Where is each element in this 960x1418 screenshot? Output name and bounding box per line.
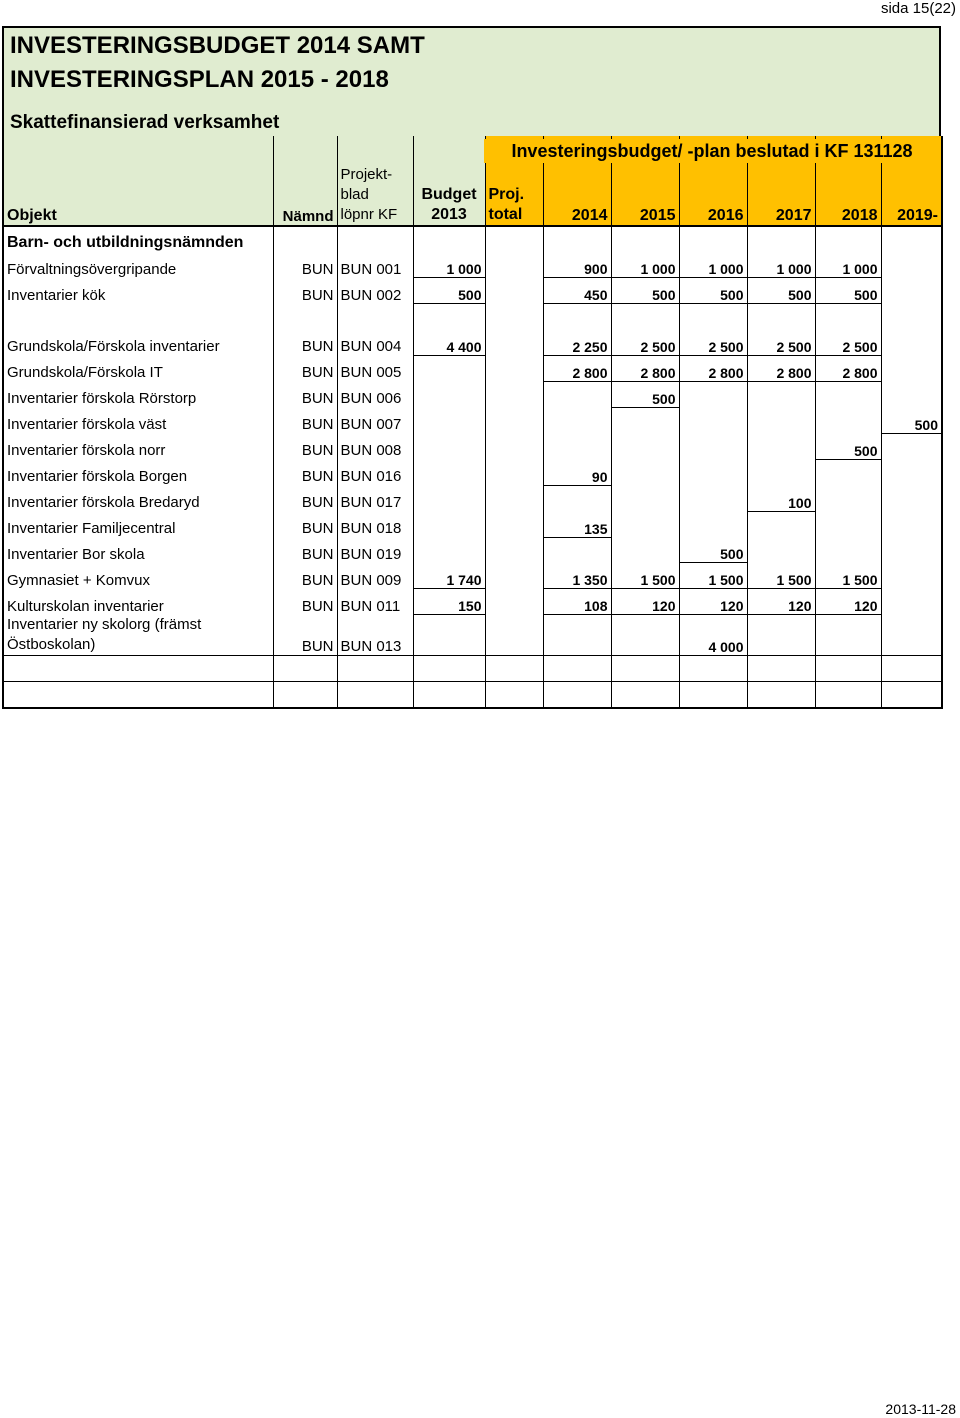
cell-2017 — [747, 459, 815, 485]
header-2017: 2017 — [747, 136, 815, 226]
cell-2014 — [543, 615, 611, 656]
cell-2018: 500 — [815, 278, 881, 304]
cell-2017 — [747, 304, 815, 330]
cell-2015 — [611, 459, 679, 485]
cell-proj-total — [485, 433, 543, 459]
cell-objekt — [3, 304, 273, 330]
cell-objekt: Kulturskolan inventarier — [3, 589, 273, 615]
cell-objekt: Inventarier förskola norr — [3, 433, 273, 459]
cell-2014: 2 800 — [543, 355, 611, 381]
cell-namnd: BUN — [273, 329, 337, 355]
empty-cell — [3, 655, 273, 681]
cell-2018: 2 500 — [815, 329, 881, 355]
cell-lopnr: BUN 001 — [337, 252, 413, 278]
header-budget-2: 2013 — [431, 206, 467, 223]
cell-2019 — [881, 304, 942, 330]
header-2015: 2015 — [611, 136, 679, 226]
empty-cell — [337, 681, 413, 708]
cell-2019: 500 — [881, 407, 942, 433]
header-objekt: Objekt — [3, 136, 273, 226]
cell-objekt — [3, 615, 273, 656]
decision-banner: Investeringsbudget/ -plan beslutad i KF 131128 — [484, 139, 940, 163]
cell-2015 — [611, 511, 679, 537]
cell-2018: 2 800 — [815, 355, 881, 381]
cell-2019 — [881, 433, 942, 459]
cell-budget: 150 — [413, 589, 485, 615]
empty-cell — [413, 226, 485, 252]
cell-2014: 450 — [543, 278, 611, 304]
cell-namnd: BUN — [273, 252, 337, 278]
title-box — [2, 26, 941, 136]
cell-lopnr: BUN 017 — [337, 485, 413, 511]
cell-namnd: BUN — [273, 381, 337, 407]
empty-cell — [485, 655, 543, 681]
cell-2015: 2 800 — [611, 355, 679, 381]
header-projektblad-3: löpnr KF — [340, 206, 398, 223]
cell-2015 — [611, 433, 679, 459]
cell-namnd: BUN — [273, 459, 337, 485]
cell-namnd: BUN — [273, 589, 337, 615]
cell-lopnr: BUN 008 — [337, 433, 413, 459]
table-row — [3, 485, 942, 511]
cell-2017 — [747, 615, 815, 656]
budget-sheet — [2, 26, 941, 696]
cell-budget — [413, 355, 485, 381]
cell-budget — [413, 381, 485, 407]
cell-2015 — [611, 537, 679, 563]
empty-cell — [815, 226, 881, 252]
cell-2016: 2 800 — [679, 355, 747, 381]
cell-2018 — [815, 459, 881, 485]
cell-lopnr — [337, 304, 413, 330]
cell-2016: 4 000 — [679, 615, 747, 656]
cell-2015: 1 000 — [611, 252, 679, 278]
header-2014: 2014 — [543, 136, 611, 226]
cell-namnd: BUN — [273, 511, 337, 537]
cell-2016: 1 500 — [679, 563, 747, 589]
cell-2016 — [679, 407, 747, 433]
cell-2016 — [679, 511, 747, 537]
header-proj-2: total — [488, 206, 523, 223]
cell-proj-total — [485, 278, 543, 304]
empty-cell — [815, 655, 881, 681]
title-line-1: INVESTERINGSBUDGET 2014 SAMT — [10, 32, 425, 59]
empty-cell — [881, 681, 942, 708]
empty-cell — [881, 655, 942, 681]
cell-2015: 1 500 — [611, 563, 679, 589]
empty-row — [3, 681, 942, 708]
cell-2018: 500 — [815, 433, 881, 459]
cell-lopnr: BUN 005 — [337, 355, 413, 381]
cell-2017 — [747, 407, 815, 433]
cell-2019 — [881, 381, 942, 407]
cell-2014: 90 — [543, 459, 611, 485]
table-row — [3, 563, 942, 589]
cell-objekt: Förvaltningsövergripande — [3, 252, 273, 278]
empty-cell — [747, 226, 815, 252]
cell-2017: 2 500 — [747, 329, 815, 355]
cell-2018 — [815, 537, 881, 563]
cell-2018: 1 500 — [815, 563, 881, 589]
cell-namnd: BUN — [273, 433, 337, 459]
cell-2016 — [679, 433, 747, 459]
cell-2018: 1 000 — [815, 252, 881, 278]
cell-proj-total — [485, 511, 543, 537]
cell-namnd: BUN — [273, 278, 337, 304]
empty-cell — [611, 655, 679, 681]
section-row — [3, 226, 942, 252]
cell-lopnr: BUN 013 — [337, 615, 413, 656]
table-row — [3, 537, 942, 563]
section-title: Barn- och utbildningsnämnden — [3, 226, 273, 252]
cell-2019 — [881, 459, 942, 485]
cell-2018 — [815, 381, 881, 407]
table-row — [3, 252, 942, 278]
header-budget-1: Budget — [421, 186, 477, 203]
cell-2019 — [881, 252, 942, 278]
cell-namnd: BUN — [273, 355, 337, 381]
cell-2017 — [747, 511, 815, 537]
cell-budget — [413, 615, 485, 656]
cell-lopnr: BUN 019 — [337, 537, 413, 563]
cell-proj-total — [485, 589, 543, 615]
empty-cell — [881, 226, 942, 252]
cell-2016: 500 — [679, 278, 747, 304]
table-row — [3, 407, 942, 433]
cell-2014: 108 — [543, 589, 611, 615]
cell-2016: 1 000 — [679, 252, 747, 278]
cell-lopnr: BUN 004 — [337, 329, 413, 355]
header-proj-1: Proj. — [488, 186, 525, 203]
cell-2017: 100 — [747, 485, 815, 511]
empty-cell — [679, 655, 747, 681]
table-row — [3, 433, 942, 459]
cell-budget — [413, 304, 485, 330]
cell-lopnr: BUN 018 — [337, 511, 413, 537]
cell-objekt: Inventarier kök — [3, 278, 273, 304]
cell-2014 — [543, 537, 611, 563]
empty-cell — [543, 655, 611, 681]
cell-2019 — [881, 511, 942, 537]
cell-2018: 120 — [815, 589, 881, 615]
empty-cell — [485, 681, 543, 708]
empty-cell — [543, 226, 611, 252]
cell-2016: 500 — [679, 537, 747, 563]
cell-2019 — [881, 589, 942, 615]
cell-2015: 500 — [611, 381, 679, 407]
cell-2016 — [679, 304, 747, 330]
cell-2014: 1 350 — [543, 563, 611, 589]
empty-cell — [747, 655, 815, 681]
cell-proj-total — [485, 304, 543, 330]
cell-2019 — [881, 329, 942, 355]
empty-cell — [413, 655, 485, 681]
cell-2017: 120 — [747, 589, 815, 615]
cell-2017 — [747, 433, 815, 459]
cell-2019 — [881, 485, 942, 511]
empty-cell — [337, 226, 413, 252]
cell-2017: 1 000 — [747, 252, 815, 278]
empty-cell — [611, 681, 679, 708]
cell-2016: 120 — [679, 589, 747, 615]
empty-cell — [273, 681, 337, 708]
cell-2018 — [815, 511, 881, 537]
cell-2015 — [611, 407, 679, 433]
empty-cell — [3, 681, 273, 708]
empty-cell — [679, 681, 747, 708]
cell-2018 — [815, 485, 881, 511]
cell-2014: 900 — [543, 252, 611, 278]
table-row — [3, 304, 942, 330]
cell-namnd: BUN — [273, 407, 337, 433]
table-row — [3, 381, 942, 407]
header-namnd: Nämnd — [273, 136, 337, 226]
cell-objekt: Gymnasiet + Komvux — [3, 563, 273, 589]
cell-objekt-line-2: Östboskolan) — [7, 635, 96, 653]
cell-lopnr: BUN 002 — [337, 278, 413, 304]
cell-2014 — [543, 485, 611, 511]
cell-proj-total — [485, 537, 543, 563]
cell-budget: 4 400 — [413, 329, 485, 355]
cell-budget: 500 — [413, 278, 485, 304]
cell-2015: 120 — [611, 589, 679, 615]
table-row — [3, 511, 942, 537]
cell-objekt: Grundskola/Förskola IT — [3, 355, 273, 381]
cell-objekt: Inventarier Familjecentral — [3, 511, 273, 537]
cell-2019 — [881, 563, 942, 589]
cell-namnd: BUN — [273, 615, 337, 656]
cell-2015: 2 500 — [611, 329, 679, 355]
header-2018: 2018 — [815, 136, 881, 226]
cell-2016 — [679, 485, 747, 511]
cell-2014: 135 — [543, 511, 611, 537]
cell-2015 — [611, 615, 679, 656]
empty-cell — [815, 681, 881, 708]
budget-table — [2, 136, 943, 709]
empty-row — [3, 655, 942, 681]
cell-objekt: Inventarier förskola Borgen — [3, 459, 273, 485]
cell-2015 — [611, 485, 679, 511]
table-row — [3, 329, 942, 355]
cell-2017 — [747, 537, 815, 563]
cell-lopnr: BUN 009 — [337, 563, 413, 589]
cell-2019 — [881, 355, 942, 381]
cell-budget — [413, 407, 485, 433]
cell-2014: 2 250 — [543, 329, 611, 355]
cell-2015: 500 — [611, 278, 679, 304]
cell-namnd — [273, 304, 337, 330]
empty-cell — [485, 226, 543, 252]
cell-2014 — [543, 304, 611, 330]
cell-2019 — [881, 537, 942, 563]
header-2019: 2019- — [881, 136, 942, 226]
table-row — [3, 589, 942, 615]
cell-namnd: BUN — [273, 485, 337, 511]
cell-2014 — [543, 407, 611, 433]
cell-proj-total — [485, 459, 543, 485]
cell-objekt: Inventarier förskola väst — [3, 407, 273, 433]
cell-budget: 1 740 — [413, 563, 485, 589]
header-2016: 2016 — [679, 136, 747, 226]
cell-2017: 2 800 — [747, 355, 815, 381]
cell-budget — [413, 537, 485, 563]
cell-objekt: Inventarier förskola Rörstorp — [3, 381, 273, 407]
cell-budget — [413, 433, 485, 459]
cell-proj-total — [485, 563, 543, 589]
cell-2016: 2 500 — [679, 329, 747, 355]
cell-objekt: Inventarier förskola Bredaryd — [3, 485, 273, 511]
empty-cell — [747, 681, 815, 708]
table-row — [3, 459, 942, 485]
cell-2017 — [747, 381, 815, 407]
cell-lopnr: BUN 016 — [337, 459, 413, 485]
subtitle: Skattefinansierad verksamhet — [10, 112, 280, 133]
cell-proj-total — [485, 381, 543, 407]
cell-2019 — [881, 615, 942, 656]
cell-2018 — [815, 407, 881, 433]
cell-objekt: Inventarier Bor skola — [3, 537, 273, 563]
cell-2015 — [611, 304, 679, 330]
cell-2016 — [679, 459, 747, 485]
cell-budget — [413, 485, 485, 511]
header-projektblad-2: blad — [340, 186, 369, 203]
cell-2018 — [815, 615, 881, 656]
cell-proj-total — [485, 615, 543, 656]
cell-namnd: BUN — [273, 563, 337, 589]
cell-2017: 1 500 — [747, 563, 815, 589]
table-row — [3, 615, 942, 656]
empty-cell — [337, 655, 413, 681]
cell-proj-total — [485, 355, 543, 381]
cell-lopnr: BUN 006 — [337, 381, 413, 407]
cell-2018 — [815, 304, 881, 330]
cell-2014 — [543, 433, 611, 459]
cell-2016 — [679, 381, 747, 407]
footer-date: 2013-11-28 — [885, 1401, 956, 1417]
cell-2017: 500 — [747, 278, 815, 304]
table-row — [3, 355, 942, 381]
cell-proj-total — [485, 485, 543, 511]
cell-2014 — [543, 381, 611, 407]
cell-proj-total — [485, 252, 543, 278]
empty-cell — [611, 226, 679, 252]
cell-namnd: BUN — [273, 537, 337, 563]
cell-budget — [413, 511, 485, 537]
table-row — [3, 278, 942, 304]
empty-cell — [413, 681, 485, 708]
header-projektblad-1: Projekt- — [340, 166, 393, 183]
empty-cell — [543, 681, 611, 708]
empty-cell — [273, 655, 337, 681]
empty-cell — [679, 226, 747, 252]
header-budget — [413, 136, 485, 226]
cell-lopnr: BUN 007 — [337, 407, 413, 433]
cell-objekt-line-1: Inventarier ny skolorg (främst — [7, 615, 202, 633]
cell-objekt: Grundskola/Förskola inventarier — [3, 329, 273, 355]
header-projektblad — [337, 136, 413, 226]
cell-lopnr: BUN 011 — [337, 589, 413, 615]
title-line-2: INVESTERINGSPLAN 2015 - 2018 — [10, 66, 389, 93]
cell-proj-total — [485, 329, 543, 355]
page-number: sida 15(22) — [880, 0, 956, 17]
cell-2019 — [881, 278, 942, 304]
cell-proj-total — [485, 407, 543, 433]
cell-budget: 1 000 — [413, 252, 485, 278]
empty-cell — [273, 226, 337, 252]
cell-budget — [413, 459, 485, 485]
